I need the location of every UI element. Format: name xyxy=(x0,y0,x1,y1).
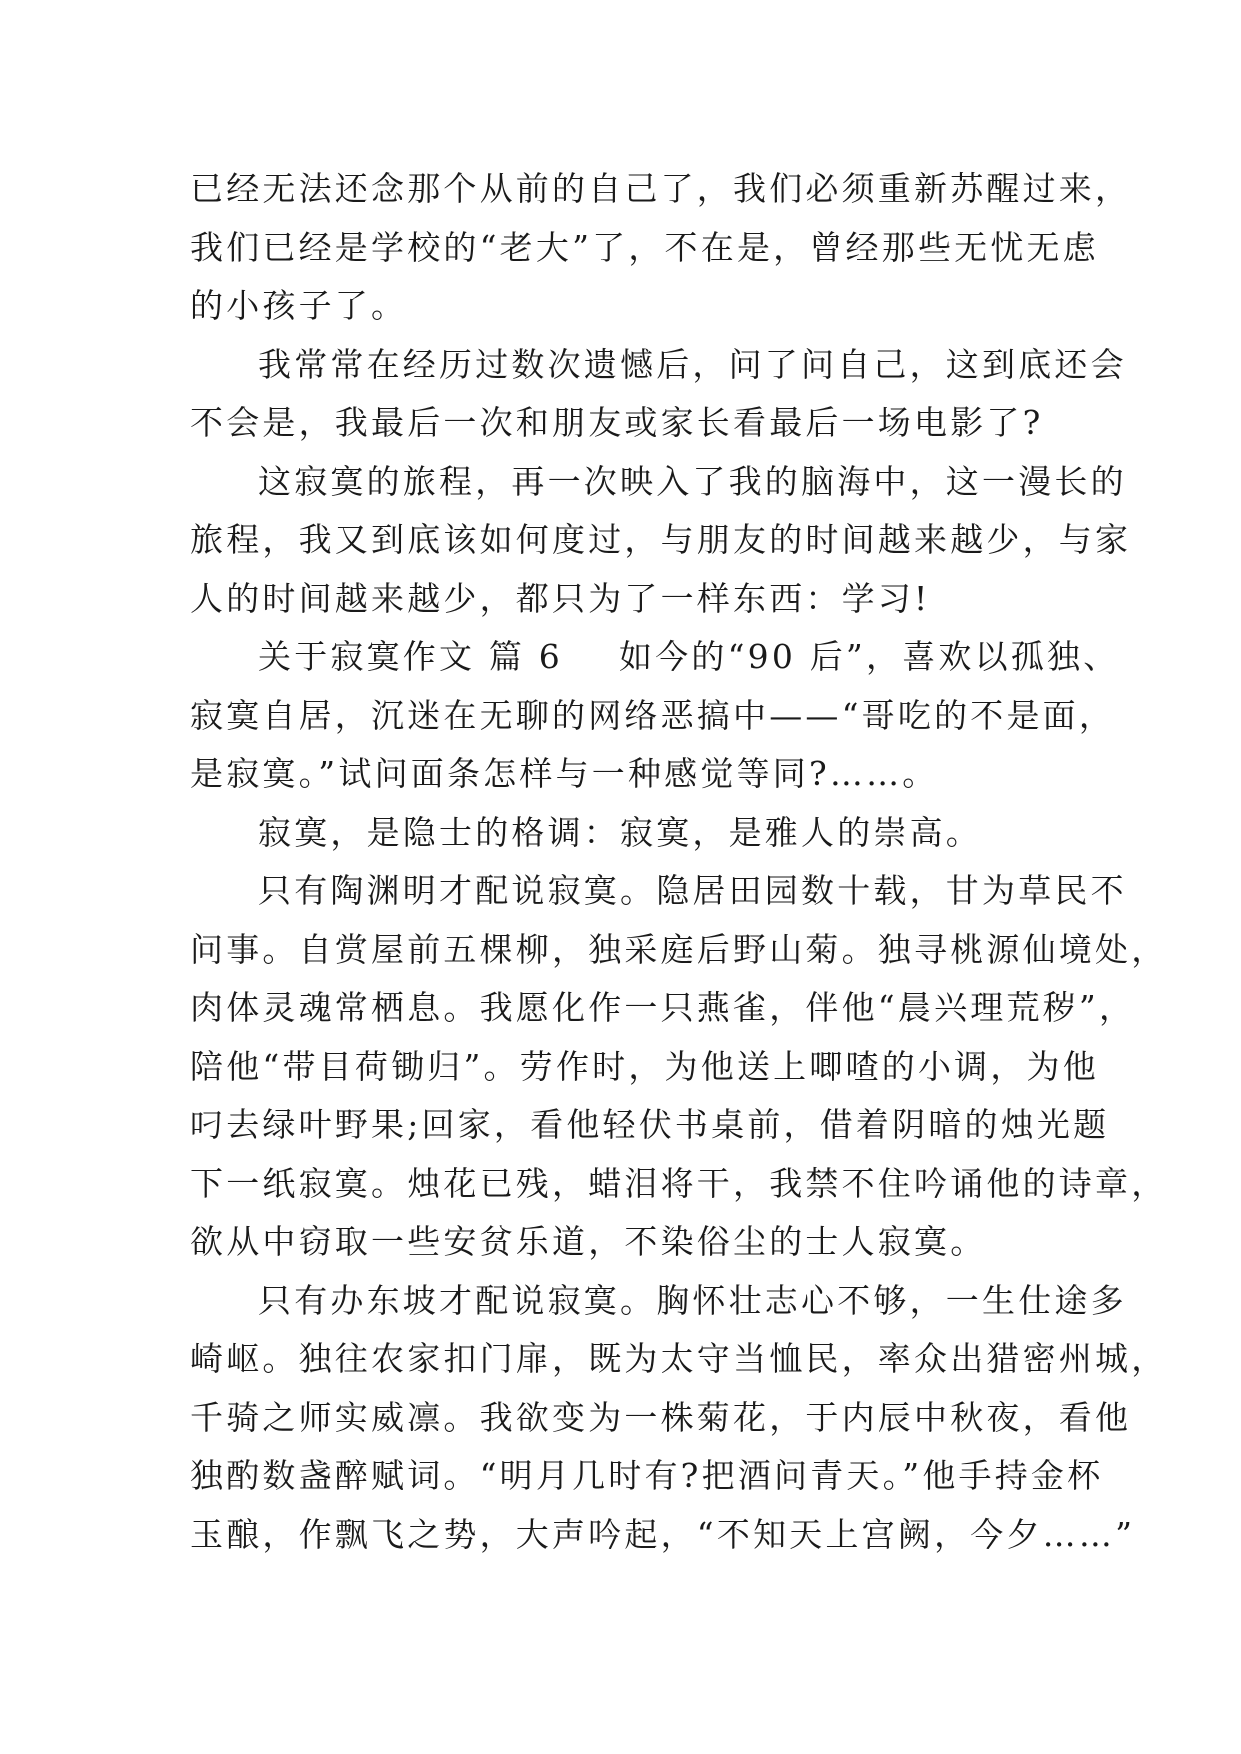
text-line: 不会是，我最后一次和朋友或家长看最后一场电影了? xyxy=(190,403,1044,442)
paragraph-5 xyxy=(190,804,1070,863)
text-line: 只有陶渊明才配说寂寞。隐居田园数十载，甘为草民不 xyxy=(258,871,1127,910)
text-line: 是寂寞。”试问面条怎样与一种感觉等同?……。 xyxy=(190,754,939,793)
paragraph-4 xyxy=(190,628,1120,804)
text-line: 我们已经是学校的“老大”了，不在是，曾经那些无忧无虑 xyxy=(190,227,1099,267)
text-line: 千骑之师实威凛。我欲变为一株菊花，于内辰中秋夜，看他 xyxy=(190,1397,1132,1437)
text-line: 崎岖。独往农家扣门扉，既为太守当恤民，率众出猎密州城， xyxy=(190,1339,1168,1378)
paragraph-6 xyxy=(190,862,1168,1272)
text-line: 我常常在经历过数次遗憾后，问了问自己，这到底还会 xyxy=(258,344,1127,384)
text-line: 问事。自赏屋前五棵柳，独采庭后野山菊。独寻桃源仙境处， xyxy=(190,929,1168,969)
paragraph-1 xyxy=(190,160,1132,336)
text-line: 旅程，我又到底该如何度过，与朋友的时间越来越少，与家 xyxy=(190,520,1132,559)
text-line: 已经无法还念那个从前的自己了，我们必须重新苏醒过来， xyxy=(190,169,1132,208)
text-line: 欲从中窃取一些安贫乐道，不染俗尘的士人寂寞。 xyxy=(190,1222,987,1261)
text-line: 只有办东坡才配说寂寞。胸怀壮志心不够，一生仕途多 xyxy=(258,1280,1127,1320)
text-fragment: 如今的“90 后”，喜欢以孤独、 xyxy=(618,637,1120,676)
text-line: 肉体灵魂常栖息。我愿化作一只燕雀，伴他“晨兴理荒秽”， xyxy=(190,988,1136,1027)
paragraph-7 xyxy=(190,1272,1168,1565)
paragraph-2 xyxy=(190,336,1127,453)
text-line: 下一纸寂寞。烛花已残，蜡泪将干，我禁不住吟诵他的诗章， xyxy=(190,1163,1168,1203)
text-line: 陪他“带目荷锄归”。劳作时，为他送上唧喳的小调，为他 xyxy=(190,1046,1099,1086)
section-heading: 关于寂寞作文 篇 6 xyxy=(258,637,563,676)
text-line: 叼去绿叶野果;回家，看他轻伏书桌前，借着阴暗的烛光题 xyxy=(190,1105,1110,1144)
text-line: 的小孩子了。 xyxy=(190,286,408,325)
document-body xyxy=(190,160,1168,1564)
text-line: 独酌数盏醉赋词。“明月几时有?把酒问青天。”他手持金杯 xyxy=(190,1456,1104,1495)
text-line: 寂寞自居，沉迷在无聊的网络恶搞中——“哥吃的不是面， xyxy=(190,695,1116,735)
text-line: 玉酿，作飘飞之势，大声吟起，“不知天上宫阙，今夕……” xyxy=(190,1514,1136,1554)
paragraph-3 xyxy=(190,453,1132,629)
text-line xyxy=(190,628,1120,687)
text-line: 这寂寞的旅程，再一次映入了我的脑海中，这一漫长的 xyxy=(258,461,1127,501)
text-line: 寂寞，是隐士的格调：寂寞，是雅人的崇高。 xyxy=(258,812,982,852)
text-line: 人的时间越来越少，都只为了一样东西：学习! xyxy=(190,578,931,618)
